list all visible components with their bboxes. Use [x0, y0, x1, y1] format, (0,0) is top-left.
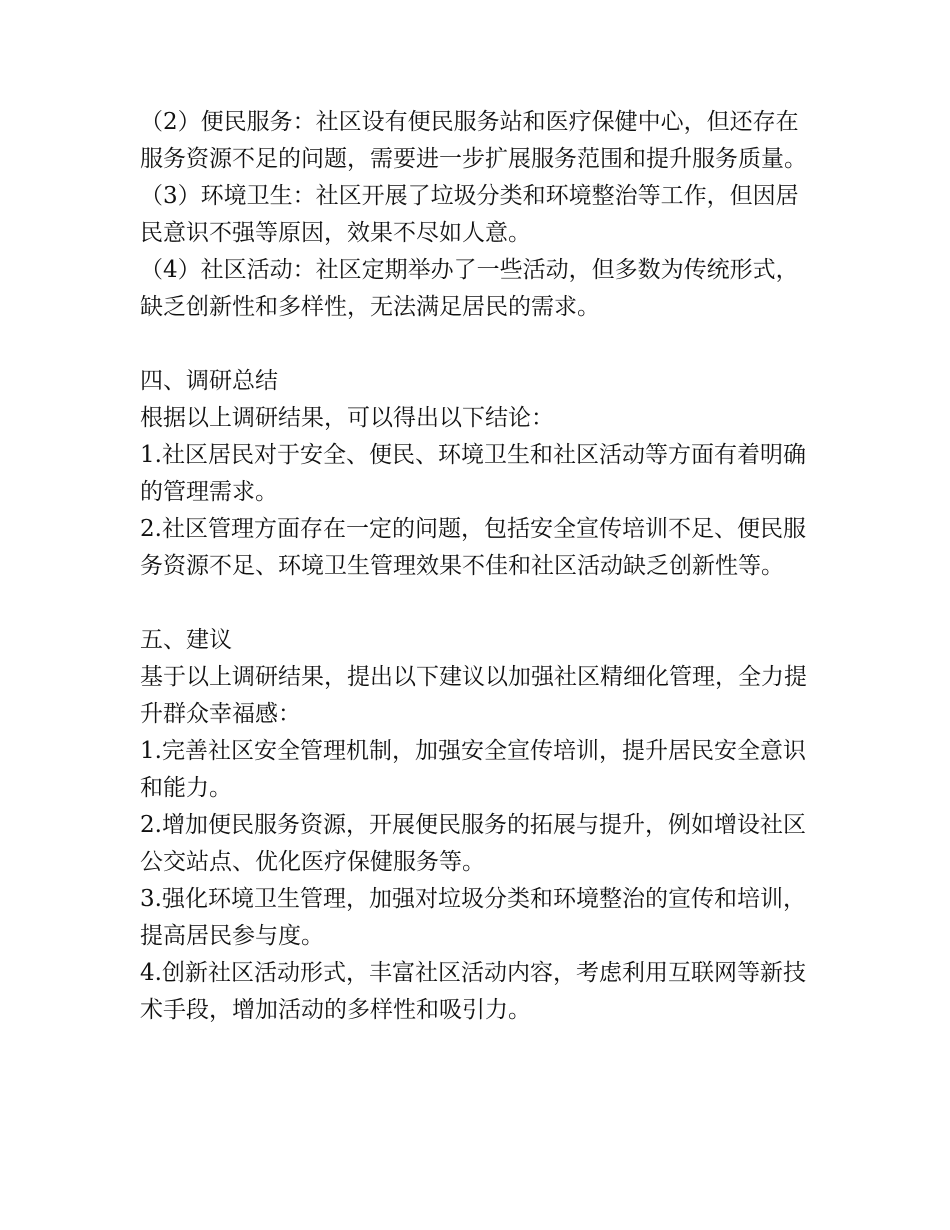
section-heading-suggestions: 五、建议: [140, 627, 232, 653]
list-item-suggestion-4: 4.创新社区活动形式，丰富社区活动内容，考虑利用互联网等新技术手段，增加活动的多样性和吸引力。: [140, 960, 806, 1023]
list-item-suggestion-3: 3.强化环境卫生管理，加强对垃圾分类和环境整治的宣传和培训，提高居民参与度。: [140, 886, 806, 949]
list-item-conclusion-1: 1.社区居民对于安全、便民、环境卫生和社区活动等方面有着明确的管理需求。: [140, 442, 806, 505]
paragraph-summary-intro: 根据以上调研结果，可以得出以下结论：: [140, 405, 554, 431]
paragraph-environment-hygiene: （3）环境卫生：社区开展了垃圾分类和环境整治等工作，但因居民意识不强等原因，效果不尽如人意。: [140, 183, 799, 246]
spacer: [140, 585, 820, 622]
paragraph-convenience-service: （2）便民服务：社区设有便民服务站和医疗保健中心，但还存在服务资源不足的问题，需要进一步扩展服务范围和提升服务质量。: [140, 109, 807, 172]
paragraph-suggestions-intro: 基于以上调研结果，提出以下建议以加强社区精细化管理，全力提升群众幸福感：: [140, 664, 807, 727]
paragraph-community-activities: （4）社区活动：社区定期举办了一些活动，但多数为传统形式，缺乏创新性和多样性，无法满足居民的需求。: [140, 257, 799, 320]
section-heading-summary: 四、调研总结: [140, 368, 278, 394]
spacer: [140, 326, 820, 363]
document-page: [140, 104, 820, 1029]
list-item-conclusion-2: 2.社区管理方面存在一定的问题，包括安全宣传培训不足、便民服务资源不足、环境卫生管理效果不佳和社区活动缺乏创新性等。: [140, 516, 806, 579]
list-item-suggestion-2: 2.增加便民服务资源，开展便民服务的拓展与提升，例如增设社区公交站点、优化医疗保健服务等。: [140, 812, 806, 875]
list-item-suggestion-1: 1.完善社区安全管理机制，加强安全宣传培训，提升居民安全意识和能力。: [140, 738, 806, 801]
